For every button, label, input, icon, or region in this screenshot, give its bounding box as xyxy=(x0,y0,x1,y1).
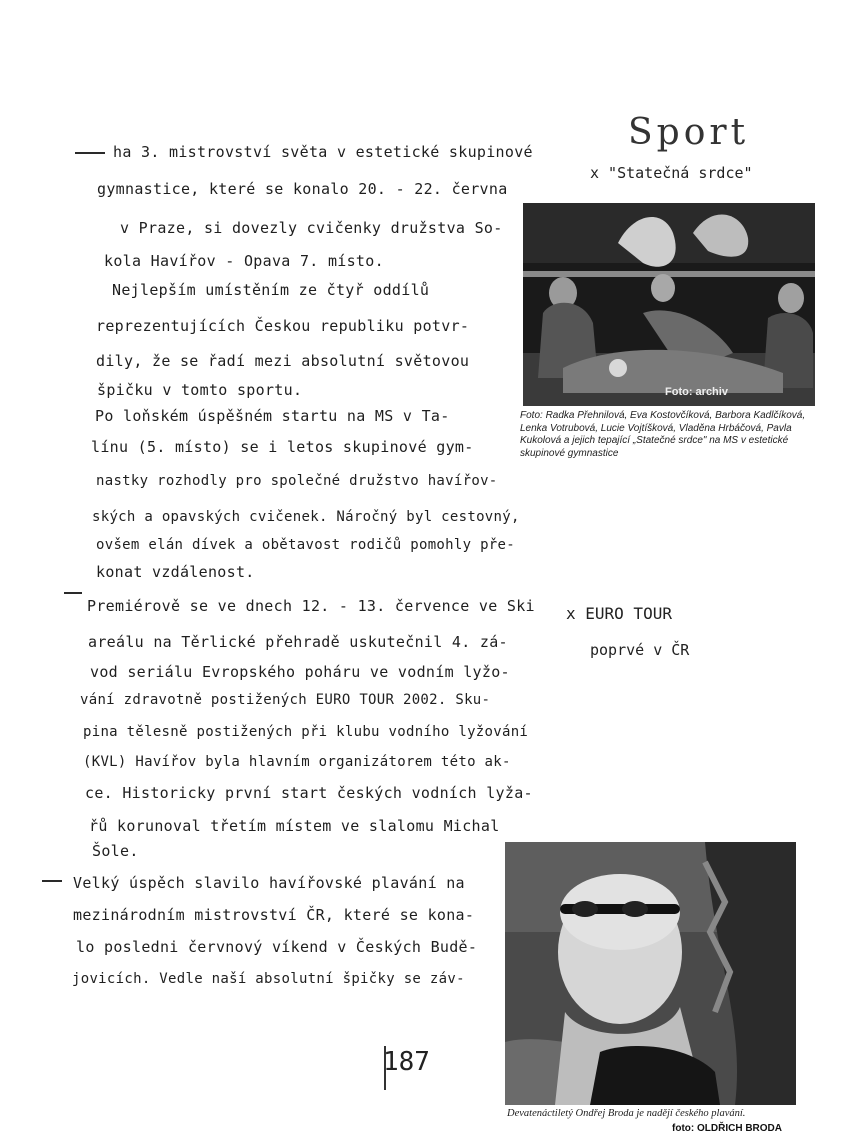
page-number: 187 xyxy=(383,1047,430,1077)
text-line: reprezentujících Českou republiku potvr- xyxy=(96,317,470,335)
note-statecna-srdce: x "Statečná srdce" xyxy=(590,164,753,182)
note-poprve: poprvé v ČR xyxy=(590,641,690,659)
text-line: Premiérově se ve dnech 12. - 13. července ve Ski xyxy=(87,597,535,615)
swimmer-photo xyxy=(505,842,796,1105)
photo-credit: Foto: archiv xyxy=(665,386,728,398)
text-line: nastky rozhodly pro společné družstvo havířov- xyxy=(96,473,498,489)
text-line: Velký úspěch slavilo havířovské plavání na xyxy=(73,874,465,892)
text-line: gymnastice, které se konalo 20. - 22. června xyxy=(97,180,508,198)
photo-credit: foto: OLDŘICH BRODA xyxy=(672,1123,782,1134)
text-line: mezinárodním mistrovství ČR, které se kona- xyxy=(73,906,475,924)
gymnastics-illustration xyxy=(523,203,815,406)
section-heading: Sport xyxy=(628,112,750,153)
gymnastics-photo xyxy=(523,203,815,406)
text-line: línu (5. místo) se i letos skupinové gym- xyxy=(91,438,474,456)
text-line: v Praze, si dovezly cvičenky družstva So- xyxy=(120,219,503,237)
text-line: konat vzdálenost. xyxy=(96,563,255,581)
text-line: ovšem elán dívek a obětavost rodičů pomohly pře- xyxy=(96,537,515,553)
swimmer-illustration xyxy=(505,842,796,1105)
text-line: areálu na Těrlické přehradě uskutečnil 4. zá- xyxy=(88,633,508,651)
text-line: dily, že se řadí mezi absolutní světovou xyxy=(96,352,470,370)
text-line: ských a opavských cvičenek. Náročný byl cestovný, xyxy=(92,509,520,525)
paragraph-dash xyxy=(75,152,105,154)
text-line: Po loňském úspěšném startu na MS v Ta- xyxy=(95,407,450,425)
text-line: pina tělesně postižených při klubu vodního lyžování xyxy=(83,724,529,740)
note-euro-tour: x EURO TOUR xyxy=(566,604,672,623)
paragraph-dash xyxy=(64,592,82,594)
text-line: lo posledni červnový víkend v Českých Budě- xyxy=(76,938,478,956)
paragraph-dash xyxy=(42,880,62,882)
text-line: vání zdravotně postižených EURO TOUR 2002. Sku- xyxy=(80,692,491,708)
text-line: kola Havířov - Opava 7. místo. xyxy=(104,252,384,270)
text-line: jovicích. Vedle naší absolutní špičky se záv- xyxy=(72,971,465,987)
photo-caption: Devatenáctiletý Ondřej Broda je nadějí českého plavání. xyxy=(507,1108,746,1119)
text-line: Nejlepším umístěním ze čtyř oddílů xyxy=(112,281,430,299)
photo-caption: Foto: Radka Přehnilová, Eva Kostovčíková, Barbora Kadlčíková, Lenka Votrubová, Lucie Vojtíšková, Vladěna Hrbáčová, Pavla Kukolová a jejich tepající „Statečné srdce" na MS v estetické skupinové gymnastice xyxy=(520,410,806,459)
text-line: ha 3. mistrovství světa v estetické skupinové xyxy=(113,143,533,161)
text-line: řů korunoval třetím místem ve slalomu Michal xyxy=(89,817,500,835)
text-line: ce. Historicky první start českých vodních lyža- xyxy=(85,784,533,802)
text-line: vod seriálu Evropského poháru ve vodním lyžo- xyxy=(90,663,510,681)
text-line: Šole. xyxy=(92,842,139,860)
text-line: špičku v tomto sportu. xyxy=(97,381,303,399)
text-line: (KVL) Havířov byla hlavním organizátorem této ak- xyxy=(83,754,511,770)
